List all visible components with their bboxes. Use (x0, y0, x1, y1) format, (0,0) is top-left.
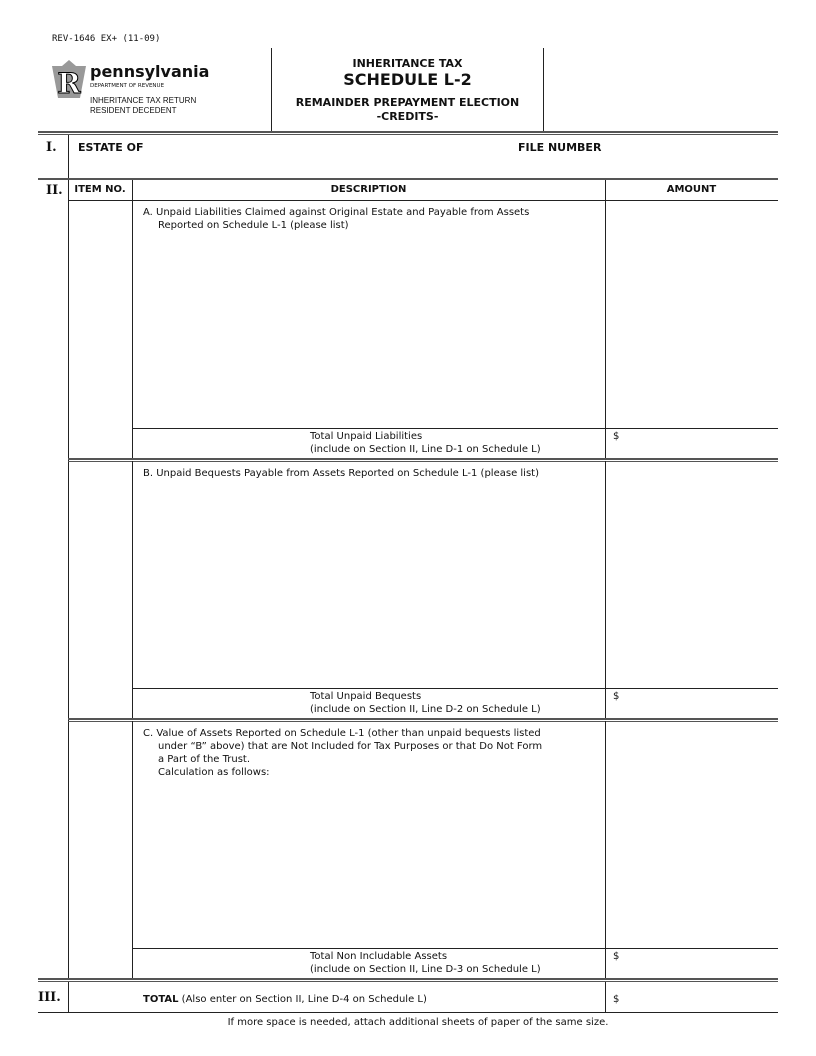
pa-logo (52, 60, 86, 102)
grand-total-label (143, 993, 427, 1006)
part-b-total-note: (include on Section II, Line D-2 on Schedule L) (310, 704, 541, 715)
part-a-total-note: (include on Section II, Line D-1 on Schedule L) (310, 444, 541, 455)
file-number-field[interactable] (518, 156, 773, 176)
part-b-total-amount[interactable]: $ (613, 691, 620, 702)
return-line2: RESIDENT DECEDENT (90, 106, 177, 115)
section-1-numeral: I. (46, 140, 57, 155)
col-amount: AMOUNT (666, 184, 717, 195)
part-a-desc-line: A. Unpaid Liabilities Claimed against Original Estate and Payable from Assets (143, 207, 530, 218)
part-c-total-amount[interactable]: $ (613, 951, 620, 962)
estate-of-label: ESTATE OF (78, 141, 144, 154)
part-c-total-note: (include on Section II, Line D-3 on Schedule L) (310, 964, 541, 975)
col-description: DESCRIPTION (330, 184, 407, 195)
part-b-desc-line: B. Unpaid Bequests Payable from Assets Reported on Schedule L-1 (please list) (143, 468, 539, 479)
part-a-total-amount[interactable]: $ (613, 431, 620, 442)
keystone-icon (52, 60, 86, 98)
svg-text:R: R (57, 67, 81, 98)
part-a-total-label: Total Unpaid Liabilities (310, 431, 423, 442)
part-c-desc-line: C. Value of Assets Reported on Schedule L-1 (other than unpaid bequests listed (143, 728, 541, 739)
subtitle-credits: -CREDITS- (376, 110, 439, 123)
amount-field-b[interactable] (606, 462, 777, 687)
grand-total-amount[interactable]: $ (613, 994, 620, 1005)
logo-dept: DEPARTMENT OF REVENUE (90, 83, 165, 89)
item-no-field-a[interactable] (69, 201, 131, 457)
subtitle-election: REMAINDER PREPAYMENT ELECTION (295, 96, 520, 109)
part-c-desc-line: Calculation as follows: (158, 767, 270, 778)
amount-field-c[interactable] (606, 722, 777, 947)
file-number-label: FILE NUMBER (518, 141, 602, 154)
part-c-desc-line: under “B” above) that are Not Included for Tax Purposes or that Do Not Form (158, 741, 543, 752)
item-no-field-b[interactable] (69, 462, 131, 717)
amount-field-a[interactable] (606, 201, 777, 427)
form-code: REV-1646 EX+ (11-09) (52, 34, 161, 44)
part-c-desc-line: a Part of the Trust. (158, 754, 251, 765)
section-2-numeral: II. (46, 183, 63, 198)
col-item-no: ITEM NO. (74, 184, 126, 195)
part-b-total-label: Total Unpaid Bequests (310, 691, 422, 702)
total-label: TOTAL (143, 994, 179, 1005)
part-c-total-label: Total Non Includable Assets (310, 951, 448, 962)
schedule-title: SCHEDULE L-2 (343, 70, 472, 89)
total-note: (Also enter on Section II, Line D-4 on Schedule L) (181, 994, 427, 1005)
item-no-field-c[interactable] (69, 722, 131, 977)
part-a-desc-line: Reported on Schedule L-1 (please list) (158, 220, 349, 231)
footer-note: If more space is needed, attach additional sheets of paper of the same size. (227, 1017, 609, 1028)
estate-of-field[interactable] (78, 156, 498, 176)
logo-name: pennsylvania (90, 62, 210, 81)
return-line1: INHERITANCE TAX RETURN (90, 96, 197, 105)
tax-title: INHERITANCE TAX (352, 57, 463, 70)
section-3-numeral: III. (38, 990, 61, 1005)
